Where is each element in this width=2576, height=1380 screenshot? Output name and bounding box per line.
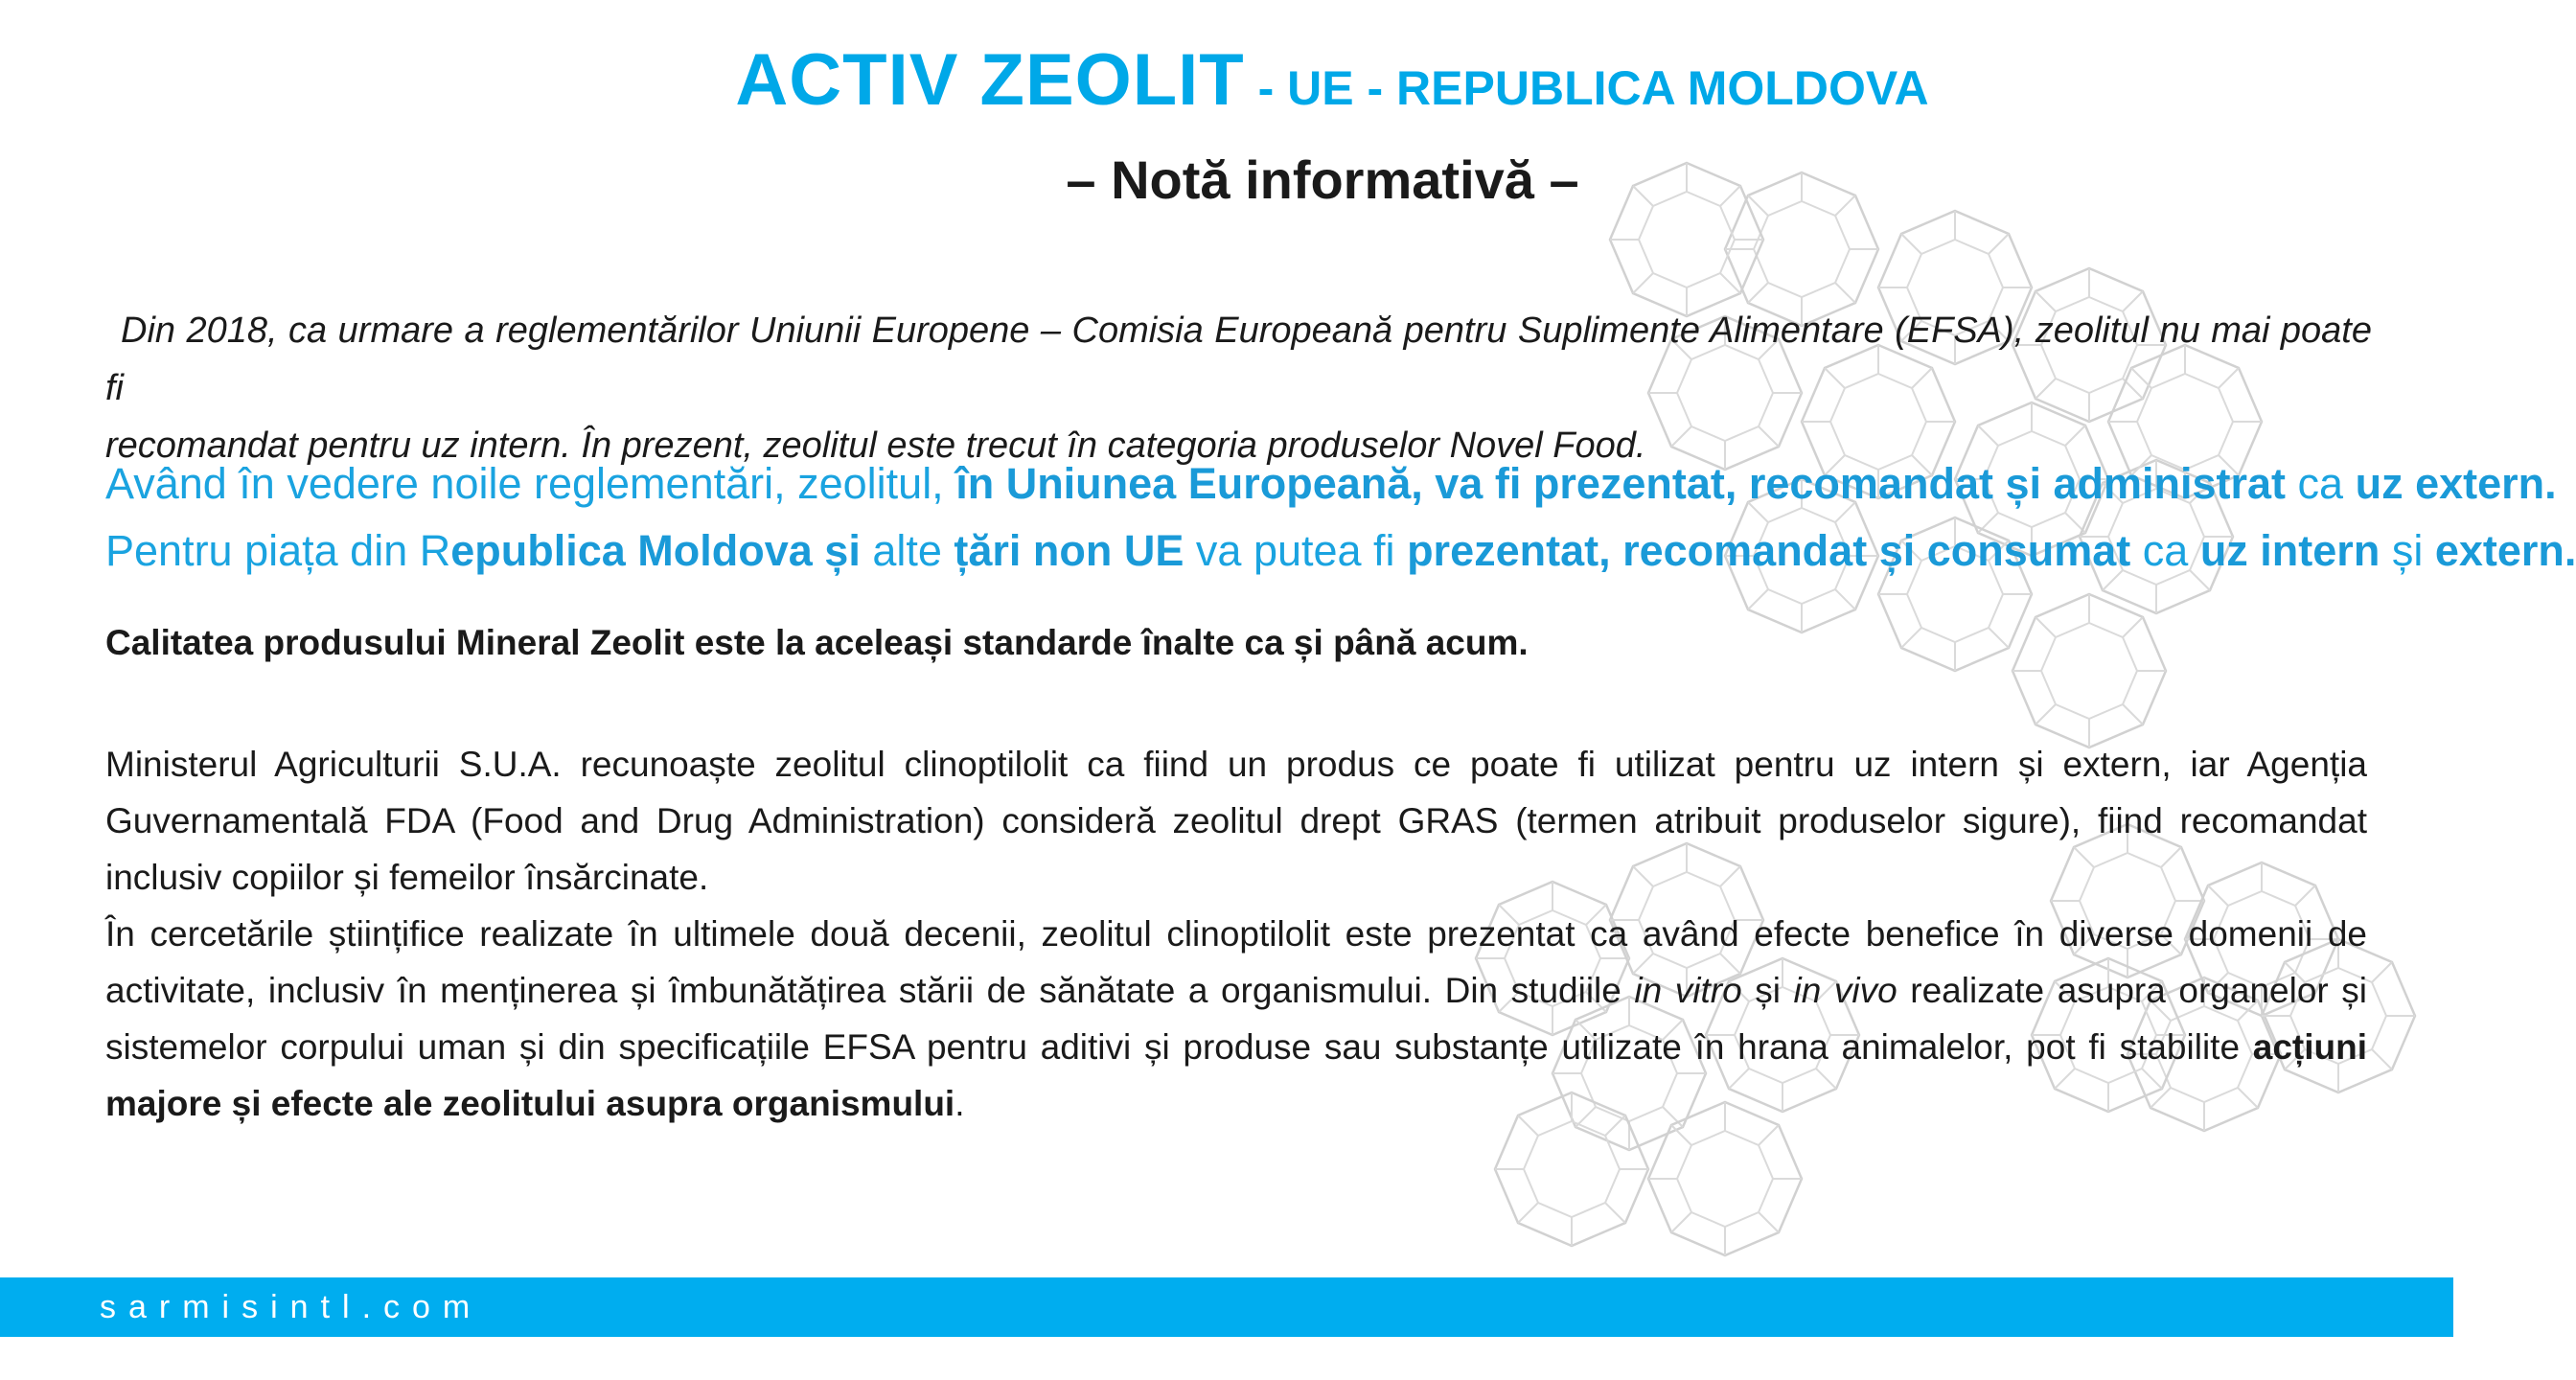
title-main: ACTIV ZEOLIT	[735, 39, 1245, 121]
md-bold-1: epublica Moldova și	[450, 526, 861, 575]
eu-text-1: Având în vedere noile reglementări, zeolitul,	[105, 459, 956, 508]
md-bold-2: țări non UE	[954, 526, 1184, 575]
eu-statement	[105, 450, 2557, 518]
eu-bold-2: uz extern.	[2355, 459, 2557, 508]
research-paragraph	[105, 906, 2367, 1132]
regulation-statements	[105, 450, 2576, 585]
intro-line-2: recomandat pentru uz intern. În prezent, zeolitul este trecut în categoria produselor Novel Food.	[105, 426, 1646, 466]
md-bold-4: uz intern	[2199, 526, 2380, 575]
md-text-5: și	[2380, 526, 2435, 575]
page-subtitle: – Notă informativă –	[1066, 150, 1579, 210]
research-text-2: și	[1741, 971, 1794, 1010]
body-text	[105, 736, 2367, 1132]
eu-text-2: ca	[2286, 459, 2356, 508]
md-text-3: va putea fi	[1184, 526, 1408, 575]
research-text-1: În cercetările științifice realizate în ultimele două decenii, zeolitul clinoptilolit este prezentat ca având efecte benefice în diverse domenii de activitate, inclusiv în menținerea și îmbunătățirea stării de sănătate a organismului. Din studiile	[105, 914, 2367, 1010]
md-text-2: alte	[860, 526, 954, 575]
in-vitro-term: in vitro	[1634, 971, 1742, 1010]
intro-paragraph	[105, 302, 2372, 474]
md-text-1: Pentru piața din R	[105, 526, 451, 575]
title-region: - UE - REPUBLICA MOLDOVA	[1244, 61, 1929, 115]
usda-paragraph: Ministerul Agriculturii S.U.A. recunoaște zeolitul clinoptilolit ca fiind un produs ce poate fi utilizat pentru uz intern și extern, iar Agenția Guvernamentală FDA (Food and Drug Administration) consideră zeolitul drept GRAS (termen atribuit produselor sigure), fiind recomandat inclusiv copiilor și femeilor însărcinate.	[105, 745, 2367, 897]
md-statement	[105, 518, 2576, 585]
md-bold-3: prezentat, recomandat și consumat	[1407, 526, 2131, 575]
eu-bold-1: în Uniunea Europeană, va fi prezentat, recomandat și administrat	[955, 459, 2287, 508]
md-text-4: ca	[2130, 526, 2200, 575]
research-bold-conclusion: acțiuni majore și efecte ale zeolitului asupra organismului	[105, 1027, 2367, 1123]
in-vivo-term: in vivo	[1793, 971, 1898, 1010]
research-text-3: realizate asupra organelor și sistemelor corpului uman și din specificațiile EFSA pentru aditivi și produse sau substanțe utilizate în hrana animalelor, pot fi stabilite	[105, 971, 2368, 1067]
research-period: .	[954, 1084, 965, 1123]
quality-statement: Calitatea produsului Mineral Zeolit este la aceleași standarde înalte ca și până acum.	[105, 623, 1529, 662]
footer-website-link[interactable]: sarmisintl.com	[100, 1289, 483, 1325]
md-bold-5: extern.	[2434, 526, 2576, 575]
intro-line-1: Din 2018, ca urmare a reglementărilor Uniunii Europene – Comisia Europeană pentru Suplimente Alimentare (EFSA), zeolitul nu mai poate fi	[105, 310, 2372, 408]
page-title	[105, 38, 2559, 122]
